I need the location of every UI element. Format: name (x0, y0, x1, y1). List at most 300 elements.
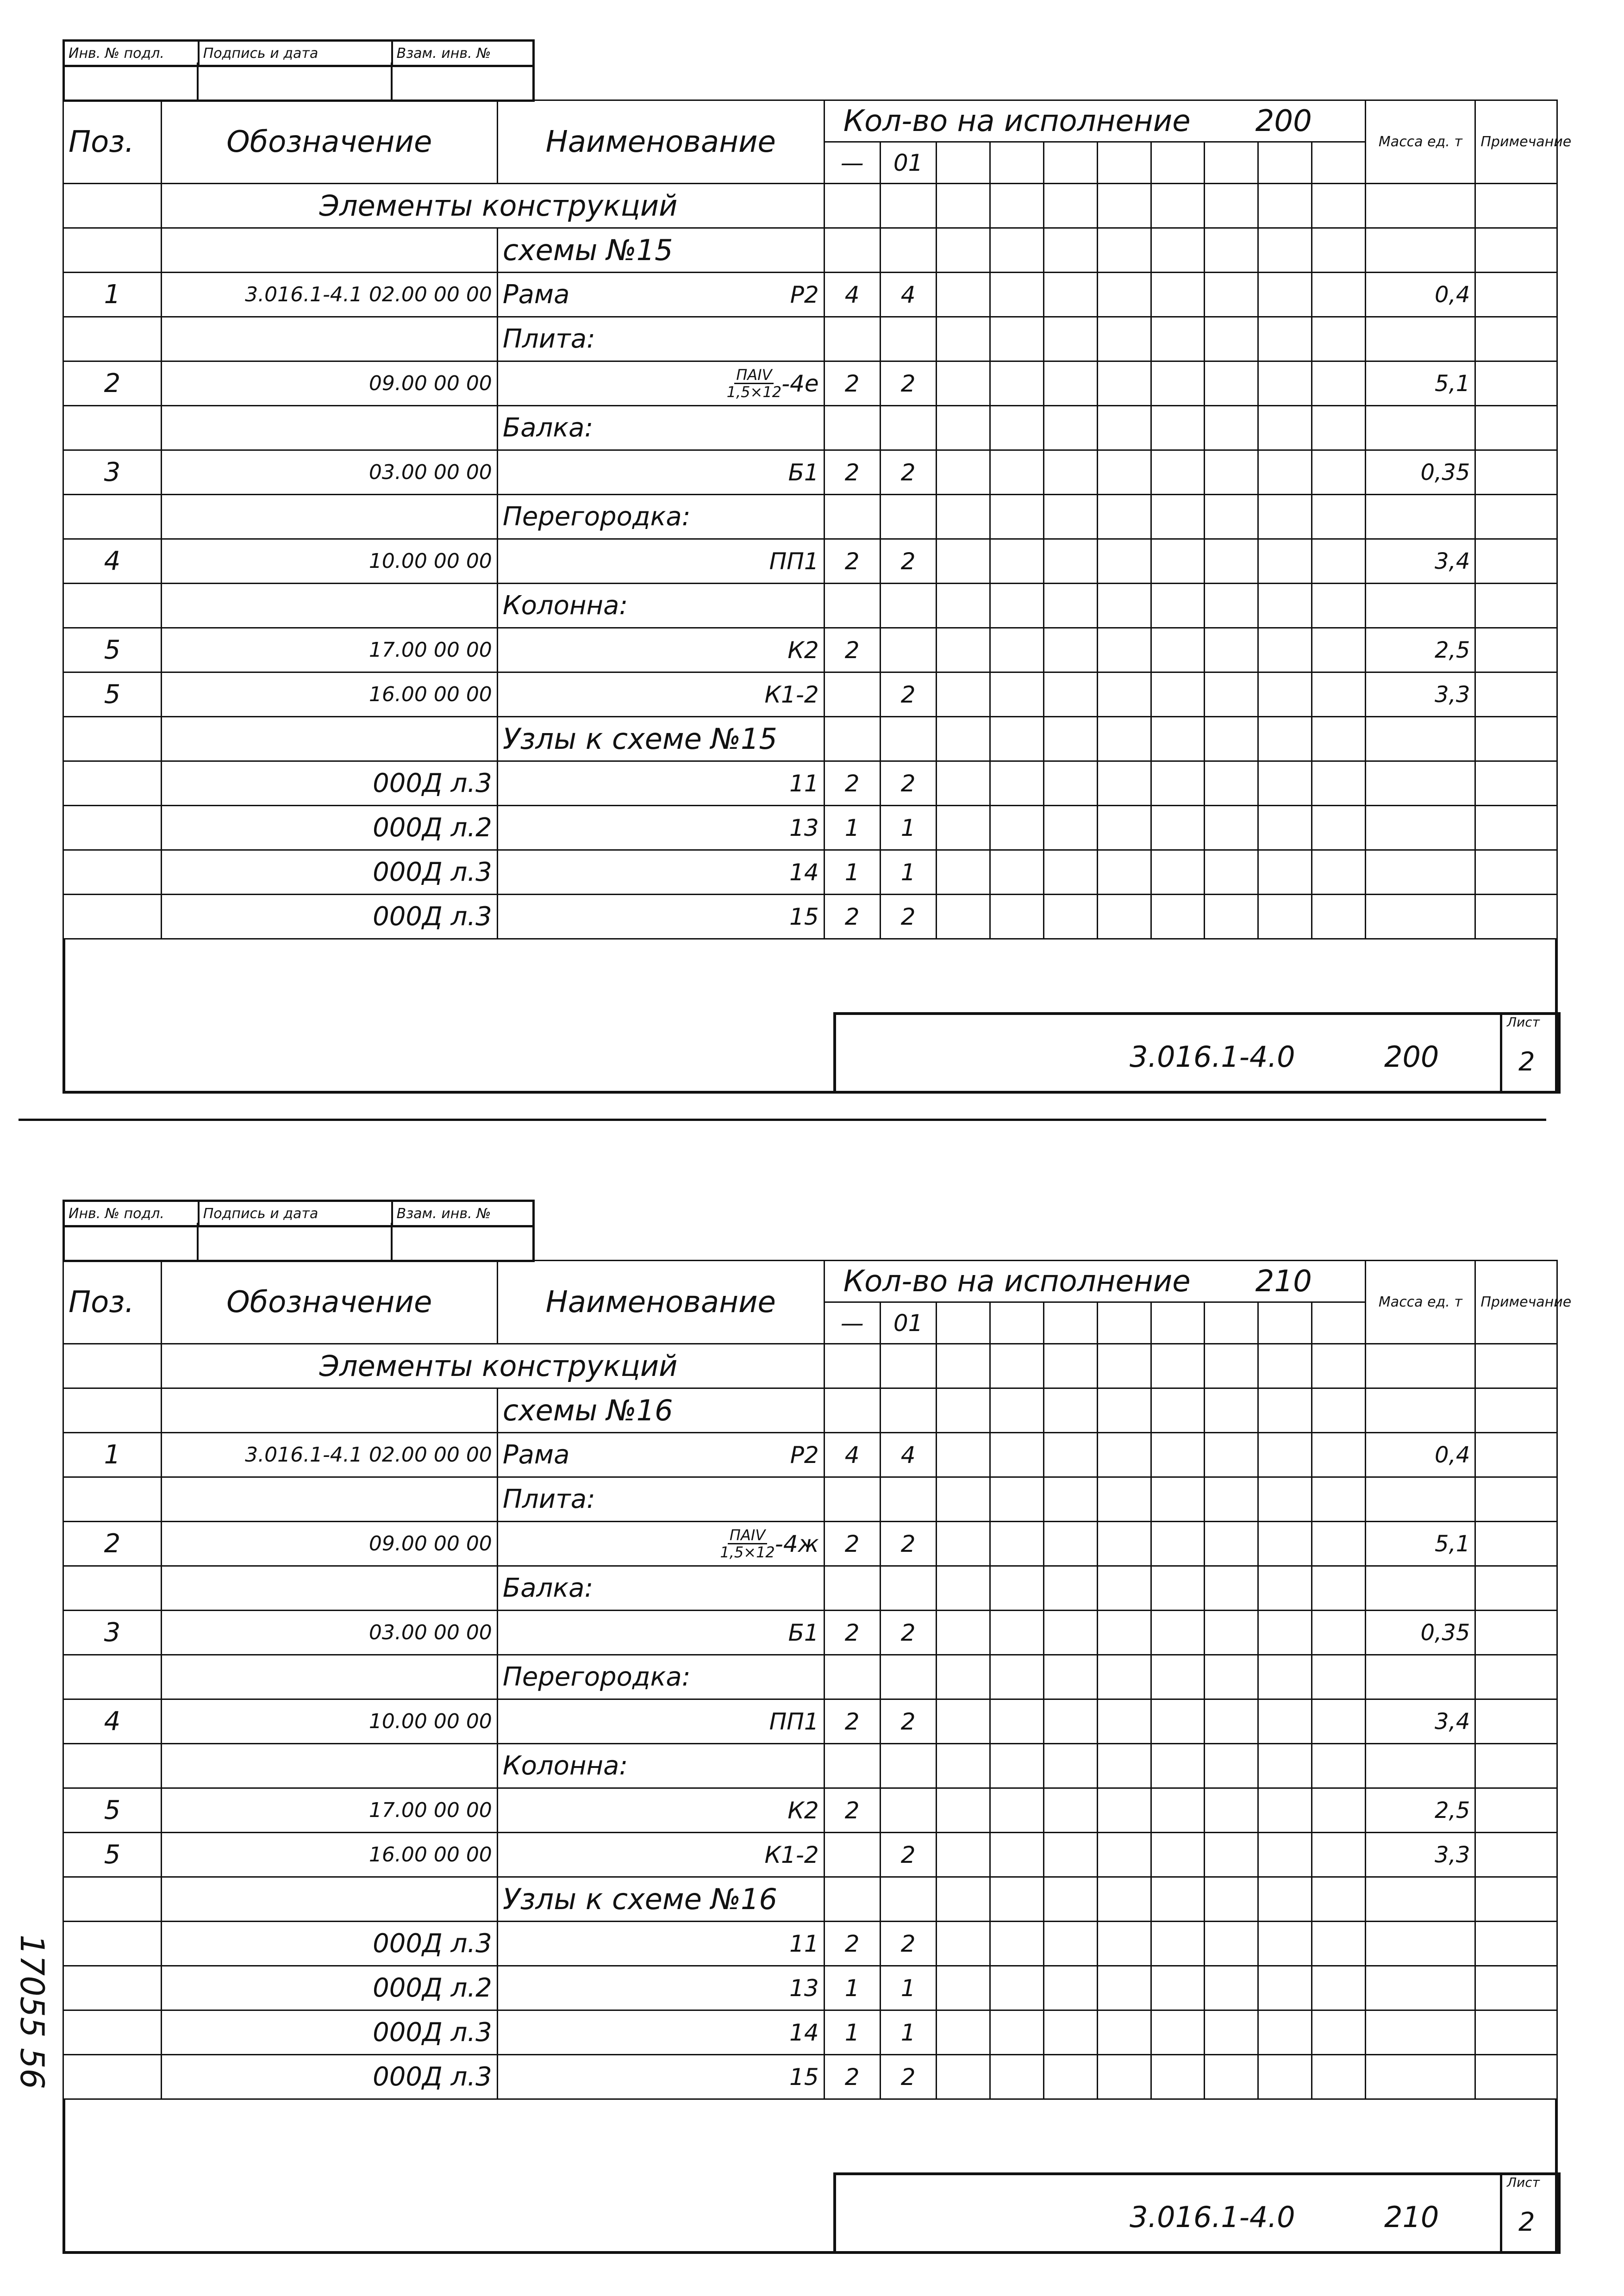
empty-cell (936, 184, 990, 228)
empty-cell (990, 273, 1043, 317)
empty-cell (990, 1833, 1043, 1877)
row-qty-base (824, 584, 880, 628)
empty-cell (1205, 361, 1258, 406)
empty-cell (936, 1922, 990, 1966)
row-mass (1366, 317, 1475, 361)
row-qty-base (824, 1477, 880, 1522)
empty-cell (936, 450, 990, 495)
empty-cell (1366, 761, 1475, 806)
row-qty-01 (880, 1566, 936, 1611)
empty-cell (1312, 1922, 1366, 1966)
empty-cell (990, 539, 1043, 584)
empty-cell (1258, 1744, 1312, 1788)
document-version: 210 (1384, 2200, 1439, 2234)
table-row (63, 850, 1557, 895)
row-name (497, 450, 824, 495)
empty-cell (63, 1966, 162, 2010)
empty-cell (1205, 806, 1258, 850)
row-qty-01 (880, 584, 936, 628)
document-version: 200 (1384, 1040, 1439, 1074)
row-note (1475, 1788, 1557, 1833)
empty-cell (936, 273, 990, 317)
header-pos: Поз. (63, 1261, 162, 1344)
row-qty-01 (880, 1744, 936, 1788)
empty-cell (1097, 895, 1151, 939)
node-qty-base: 2 (824, 895, 880, 939)
empty-cell (1205, 495, 1258, 539)
empty-cell (1151, 1966, 1205, 2010)
row-note (1475, 1522, 1557, 1566)
empty-cell (1043, 672, 1097, 717)
row-designation: 16.00 00 00 (161, 1833, 497, 1877)
empty-cell (1097, 1344, 1151, 1388)
empty-cell (1312, 2055, 1366, 2099)
empty-cell (1043, 539, 1097, 584)
table-row (63, 1611, 1557, 1655)
row-name-label: Колонна: (502, 1751, 628, 1781)
empty-cell (1205, 895, 1258, 939)
row-name-mark: ПП1 (769, 1708, 819, 1735)
row-pos: 4 (63, 1699, 162, 1744)
empty-cell (990, 495, 1043, 539)
empty-cell (1205, 850, 1258, 895)
empty-cell (1475, 1344, 1557, 1388)
empty-cell (63, 761, 162, 806)
empty-cell (1097, 142, 1151, 184)
empty-cell (1312, 1566, 1366, 1611)
empty-cell (990, 1302, 1043, 1344)
row-name-label: Рама (502, 280, 570, 310)
empty-cell (1043, 1744, 1097, 1788)
empty-cell (936, 406, 990, 450)
table-row (63, 450, 1557, 495)
empty-cell (1205, 1833, 1258, 1877)
empty-cell (63, 1922, 162, 1966)
stamp-vzam-inv: Взам. инв. № (396, 1205, 491, 1222)
empty-cell (1475, 2010, 1557, 2055)
row-qty-01 (880, 628, 936, 672)
empty-cell (1312, 1302, 1366, 1344)
empty-cell (1151, 1877, 1205, 1922)
node-qty-01: 2 (880, 2055, 936, 2099)
row-note (1475, 361, 1557, 406)
empty-cell (1205, 228, 1258, 273)
row-designation (161, 584, 497, 628)
node-qty-base: 2 (824, 2055, 880, 2099)
empty-cell (1475, 717, 1557, 761)
empty-cell (936, 2010, 990, 2055)
empty-cell (936, 1744, 990, 1788)
empty-cell (63, 184, 162, 228)
empty-cell (1258, 361, 1312, 406)
table-row (63, 1655, 1557, 1699)
header-qty (824, 100, 1366, 142)
empty-cell (161, 1877, 497, 1922)
stamp-podpis-data: Подпись и дата (200, 1202, 393, 1225)
empty-cell (1205, 317, 1258, 361)
node-reference: 000Д л.2 (161, 1966, 497, 2010)
empty-cell (1151, 450, 1205, 495)
empty-cell (1043, 184, 1097, 228)
empty-cell (1475, 1388, 1557, 1433)
row-pos: 5 (63, 628, 162, 672)
empty-cell (63, 1877, 162, 1922)
empty-cell (1366, 895, 1475, 939)
empty-cell (1151, 317, 1205, 361)
empty-cell (1151, 717, 1205, 761)
empty-cell (990, 1477, 1043, 1522)
empty-cell (1043, 1344, 1097, 1388)
empty-cell (1097, 1388, 1151, 1433)
row-name (497, 1833, 824, 1877)
empty-cell (1312, 672, 1366, 717)
empty-cell (1312, 142, 1366, 184)
empty-cell (1312, 406, 1366, 450)
empty-cell (1258, 450, 1312, 495)
row-qty-01 (880, 1788, 936, 1833)
empty-cell (1205, 717, 1258, 761)
empty-cell (1205, 1922, 1258, 1966)
empty-cell (1097, 2010, 1151, 2055)
empty-cell (936, 1611, 990, 1655)
table-row (63, 2055, 1557, 2099)
empty-cell (936, 717, 990, 761)
empty-cell (990, 1966, 1043, 2010)
row-name-label: Перегородка: (502, 1662, 691, 1692)
empty-cell (1312, 1655, 1366, 1699)
node-qty-base: 1 (824, 2010, 880, 2055)
empty-cell (1312, 361, 1366, 406)
row-pos: 3 (63, 1611, 162, 1655)
empty-cell (1475, 1877, 1557, 1922)
empty-cell (1097, 672, 1151, 717)
row-note (1475, 1833, 1557, 1877)
empty-cell (1043, 450, 1097, 495)
empty-cell (1097, 1744, 1151, 1788)
empty-cell (1312, 1833, 1366, 1877)
empty-cell (1097, 495, 1151, 539)
empty-cell (1205, 761, 1258, 806)
empty-cell (824, 184, 880, 228)
empty-cell (936, 850, 990, 895)
empty-cell (1205, 1877, 1258, 1922)
stamp-signature-row (62, 62, 535, 102)
row-designation: 03.00 00 00 (161, 1611, 497, 1655)
stamp-vzam-inv: Взам. инв. № (396, 45, 491, 62)
empty-cell (1097, 628, 1151, 672)
row-designation (161, 495, 497, 539)
node-number: 11 (497, 1922, 824, 1966)
empty-cell (1366, 850, 1475, 895)
row-mass: 0,35 (1366, 450, 1475, 495)
empty-cell (1205, 1744, 1258, 1788)
empty-cell (161, 228, 497, 273)
empty-cell (1205, 1788, 1258, 1833)
empty-cell (1097, 1522, 1151, 1566)
header-note: Примечание (1475, 1261, 1557, 1344)
row-qty-base (824, 1655, 880, 1699)
row-designation (161, 1744, 497, 1788)
empty-cell (990, 761, 1043, 806)
empty-cell (161, 717, 497, 761)
empty-cell (1475, 228, 1557, 273)
empty-cell (1258, 228, 1312, 273)
row-qty-base (824, 672, 880, 717)
node-qty-base: 1 (824, 806, 880, 850)
empty-cell (1043, 1966, 1097, 2010)
row-mass: 3,4 (1366, 1699, 1475, 1744)
header-col-01: 01 (880, 142, 936, 184)
empty-cell (1366, 1966, 1475, 2010)
empty-cell (1312, 895, 1366, 939)
section-subtitle: схемы №16 (497, 1388, 824, 1433)
empty-cell (990, 1566, 1043, 1611)
row-note (1475, 450, 1557, 495)
empty-cell (990, 1388, 1043, 1433)
table-row (63, 1922, 1557, 1966)
row-qty-01: 2 (880, 672, 936, 717)
fraction-numerator: ПАIV (728, 1527, 767, 1544)
empty-cell (1097, 1877, 1151, 1922)
row-designation: 09.00 00 00 (161, 361, 497, 406)
empty-cell (990, 584, 1043, 628)
empty-cell (1312, 850, 1366, 895)
empty-cell (1097, 1477, 1151, 1522)
nodes-title: Узлы к схеме №16 (497, 1877, 824, 1922)
empty-cell (990, 317, 1043, 361)
row-name (497, 495, 824, 539)
empty-cell (1097, 539, 1151, 584)
empty-cell (1097, 1922, 1151, 1966)
row-note (1475, 672, 1557, 717)
empty-cell (1258, 1966, 1312, 2010)
row-note (1475, 406, 1557, 450)
row-pos (63, 1566, 162, 1611)
row-designation: 17.00 00 00 (161, 628, 497, 672)
empty-cell (1205, 584, 1258, 628)
empty-cell (1097, 1699, 1151, 1744)
row-name (497, 1788, 824, 1833)
empty-cell (1097, 584, 1151, 628)
row-note (1475, 1611, 1557, 1655)
row-name-mark: Б1 (788, 1619, 819, 1646)
table-row (63, 1833, 1557, 1877)
table-row (63, 1566, 1557, 1611)
empty-cell (1043, 317, 1097, 361)
header-qty-label: Кол-во на исполнение (843, 1264, 1191, 1299)
empty-cell (1043, 142, 1097, 184)
row-name-mark: Р2 (790, 1441, 819, 1468)
row-qty-01: 4 (880, 1433, 936, 1477)
empty-cell (1258, 1433, 1312, 1477)
empty-cell (1151, 1566, 1205, 1611)
table-row (63, 806, 1557, 850)
row-pos: 1 (63, 273, 162, 317)
row-designation (161, 1655, 497, 1699)
row-qty-01 (880, 1655, 936, 1699)
node-qty-01: 1 (880, 806, 936, 850)
empty-cell (1097, 1302, 1151, 1344)
empty-cell (1097, 806, 1151, 850)
row-name-mark: К2 (787, 636, 819, 664)
sheet-label: Лист (1507, 1014, 1540, 1030)
empty-cell (1097, 450, 1151, 495)
empty-cell (1312, 1966, 1366, 2010)
empty-cell (1475, 1966, 1557, 2010)
row-qty-base (824, 317, 880, 361)
empty-cell (936, 1388, 990, 1433)
empty-cell (990, 406, 1043, 450)
row-name (497, 1566, 824, 1611)
node-number: 15 (497, 2055, 824, 2099)
header-mass: Масса ед. т (1366, 100, 1475, 184)
empty-cell (936, 1566, 990, 1611)
node-qty-01: 2 (880, 761, 936, 806)
empty-cell (824, 1877, 880, 1922)
empty-cell (1258, 1477, 1312, 1522)
table-row (63, 1699, 1557, 1744)
empty-cell (1366, 1344, 1475, 1388)
row-qty-base: 2 (824, 1699, 880, 1744)
row-qty-base: 2 (824, 361, 880, 406)
row-mass (1366, 1566, 1475, 1611)
table-row (63, 495, 1557, 539)
node-qty-base: 2 (824, 761, 880, 806)
empty-cell (1151, 1922, 1205, 1966)
empty-cell (1475, 806, 1557, 850)
row-pos: 3 (63, 450, 162, 495)
node-number: 13 (497, 1966, 824, 2010)
row-pos: 2 (63, 1522, 162, 1566)
row-name-label: Рама (502, 1440, 570, 1470)
fraction-denominator: 1,5×12 (726, 383, 782, 401)
empty-cell (990, 628, 1043, 672)
empty-cell (1312, 1477, 1366, 1522)
empty-cell (1312, 628, 1366, 672)
stamp-signature-cell (65, 1223, 199, 1260)
row-name (497, 1522, 824, 1566)
row-qty-01 (880, 495, 936, 539)
empty-cell (1205, 1477, 1258, 1522)
empty-cell (1258, 1699, 1312, 1744)
row-qty-01: 2 (880, 1611, 936, 1655)
empty-cell (1366, 1922, 1475, 1966)
table-row (63, 1522, 1557, 1566)
empty-cell (1258, 895, 1312, 939)
empty-cell (1312, 2010, 1366, 2055)
empty-cell (1097, 761, 1151, 806)
empty-cell (1151, 361, 1205, 406)
empty-cell (1258, 850, 1312, 895)
node-number: 15 (497, 895, 824, 939)
empty-cell (1151, 1788, 1205, 1833)
empty-cell (1043, 1699, 1097, 1744)
row-pos: 5 (63, 1788, 162, 1833)
empty-cell (990, 1433, 1043, 1477)
empty-cell (1258, 1922, 1312, 1966)
empty-cell (1151, 1388, 1205, 1433)
empty-cell (1151, 1477, 1205, 1522)
header-qty (824, 1261, 1366, 1302)
empty-cell (936, 228, 990, 273)
row-note (1475, 1477, 1557, 1522)
empty-cell (1097, 717, 1151, 761)
section-title: Элементы конструкций (161, 1344, 824, 1388)
node-qty-01: 1 (880, 1966, 936, 2010)
empty-cell (1151, 850, 1205, 895)
empty-cell (990, 1611, 1043, 1655)
header-col-01: 01 (880, 1302, 936, 1344)
empty-cell (1043, 2055, 1097, 2099)
header-col-dash: — (824, 1302, 880, 1344)
empty-cell (936, 1877, 990, 1922)
row-designation: 3.016.1-4.1 02.00 00 00 (161, 1433, 497, 1477)
row-name-label: Плита: (502, 1484, 595, 1514)
empty-cell (1366, 717, 1475, 761)
row-qty-base (824, 495, 880, 539)
empty-cell (1043, 1433, 1097, 1477)
row-name (497, 1699, 824, 1744)
sheet-number: 2 (1518, 1047, 1535, 1077)
empty-cell (936, 142, 990, 184)
empty-cell (1312, 584, 1366, 628)
row-qty-base: 2 (824, 1788, 880, 1833)
row-qty-01: 2 (880, 539, 936, 584)
row-qty-01: 2 (880, 450, 936, 495)
empty-cell (1151, 1611, 1205, 1655)
empty-cell (936, 1788, 990, 1833)
empty-cell (1205, 1344, 1258, 1388)
empty-cell (1475, 1922, 1557, 1966)
stamp-signature-row (62, 1223, 535, 1262)
node-qty-01: 2 (880, 1922, 936, 1966)
empty-cell (1043, 1302, 1097, 1344)
empty-cell (1151, 1344, 1205, 1388)
empty-cell (1205, 273, 1258, 317)
empty-cell (936, 584, 990, 628)
empty-cell (1205, 1302, 1258, 1344)
stamp-inv-podl: Инв. № подл. (65, 42, 200, 65)
row-mass: 0,35 (1366, 1611, 1475, 1655)
empty-cell (1258, 1833, 1312, 1877)
empty-cell (1097, 2055, 1151, 2099)
empty-cell (1043, 895, 1097, 939)
row-mass (1366, 1655, 1475, 1699)
empty-cell (1151, 142, 1205, 184)
empty-cell (936, 1433, 990, 1477)
node-reference: 000Д л.3 (161, 2010, 497, 2055)
row-note (1475, 1433, 1557, 1477)
empty-cell (936, 1655, 990, 1699)
empty-cell (990, 2055, 1043, 2099)
row-designation: 09.00 00 00 (161, 1522, 497, 1566)
empty-cell (936, 895, 990, 939)
table-row (63, 2010, 1557, 2055)
empty-cell (1205, 1699, 1258, 1744)
empty-cell (936, 1302, 990, 1344)
row-qty-base (824, 1744, 880, 1788)
empty-cell (1205, 406, 1258, 450)
row-note (1475, 1655, 1557, 1699)
header-version: 200 (1255, 104, 1312, 138)
row-mass: 0,4 (1366, 1433, 1475, 1477)
row-qty-base (824, 406, 880, 450)
spec-table (62, 100, 1572, 940)
empty-cell (1151, 584, 1205, 628)
header-col-dash: — (824, 142, 880, 184)
row-name (497, 1477, 824, 1522)
empty-cell (1043, 228, 1097, 273)
